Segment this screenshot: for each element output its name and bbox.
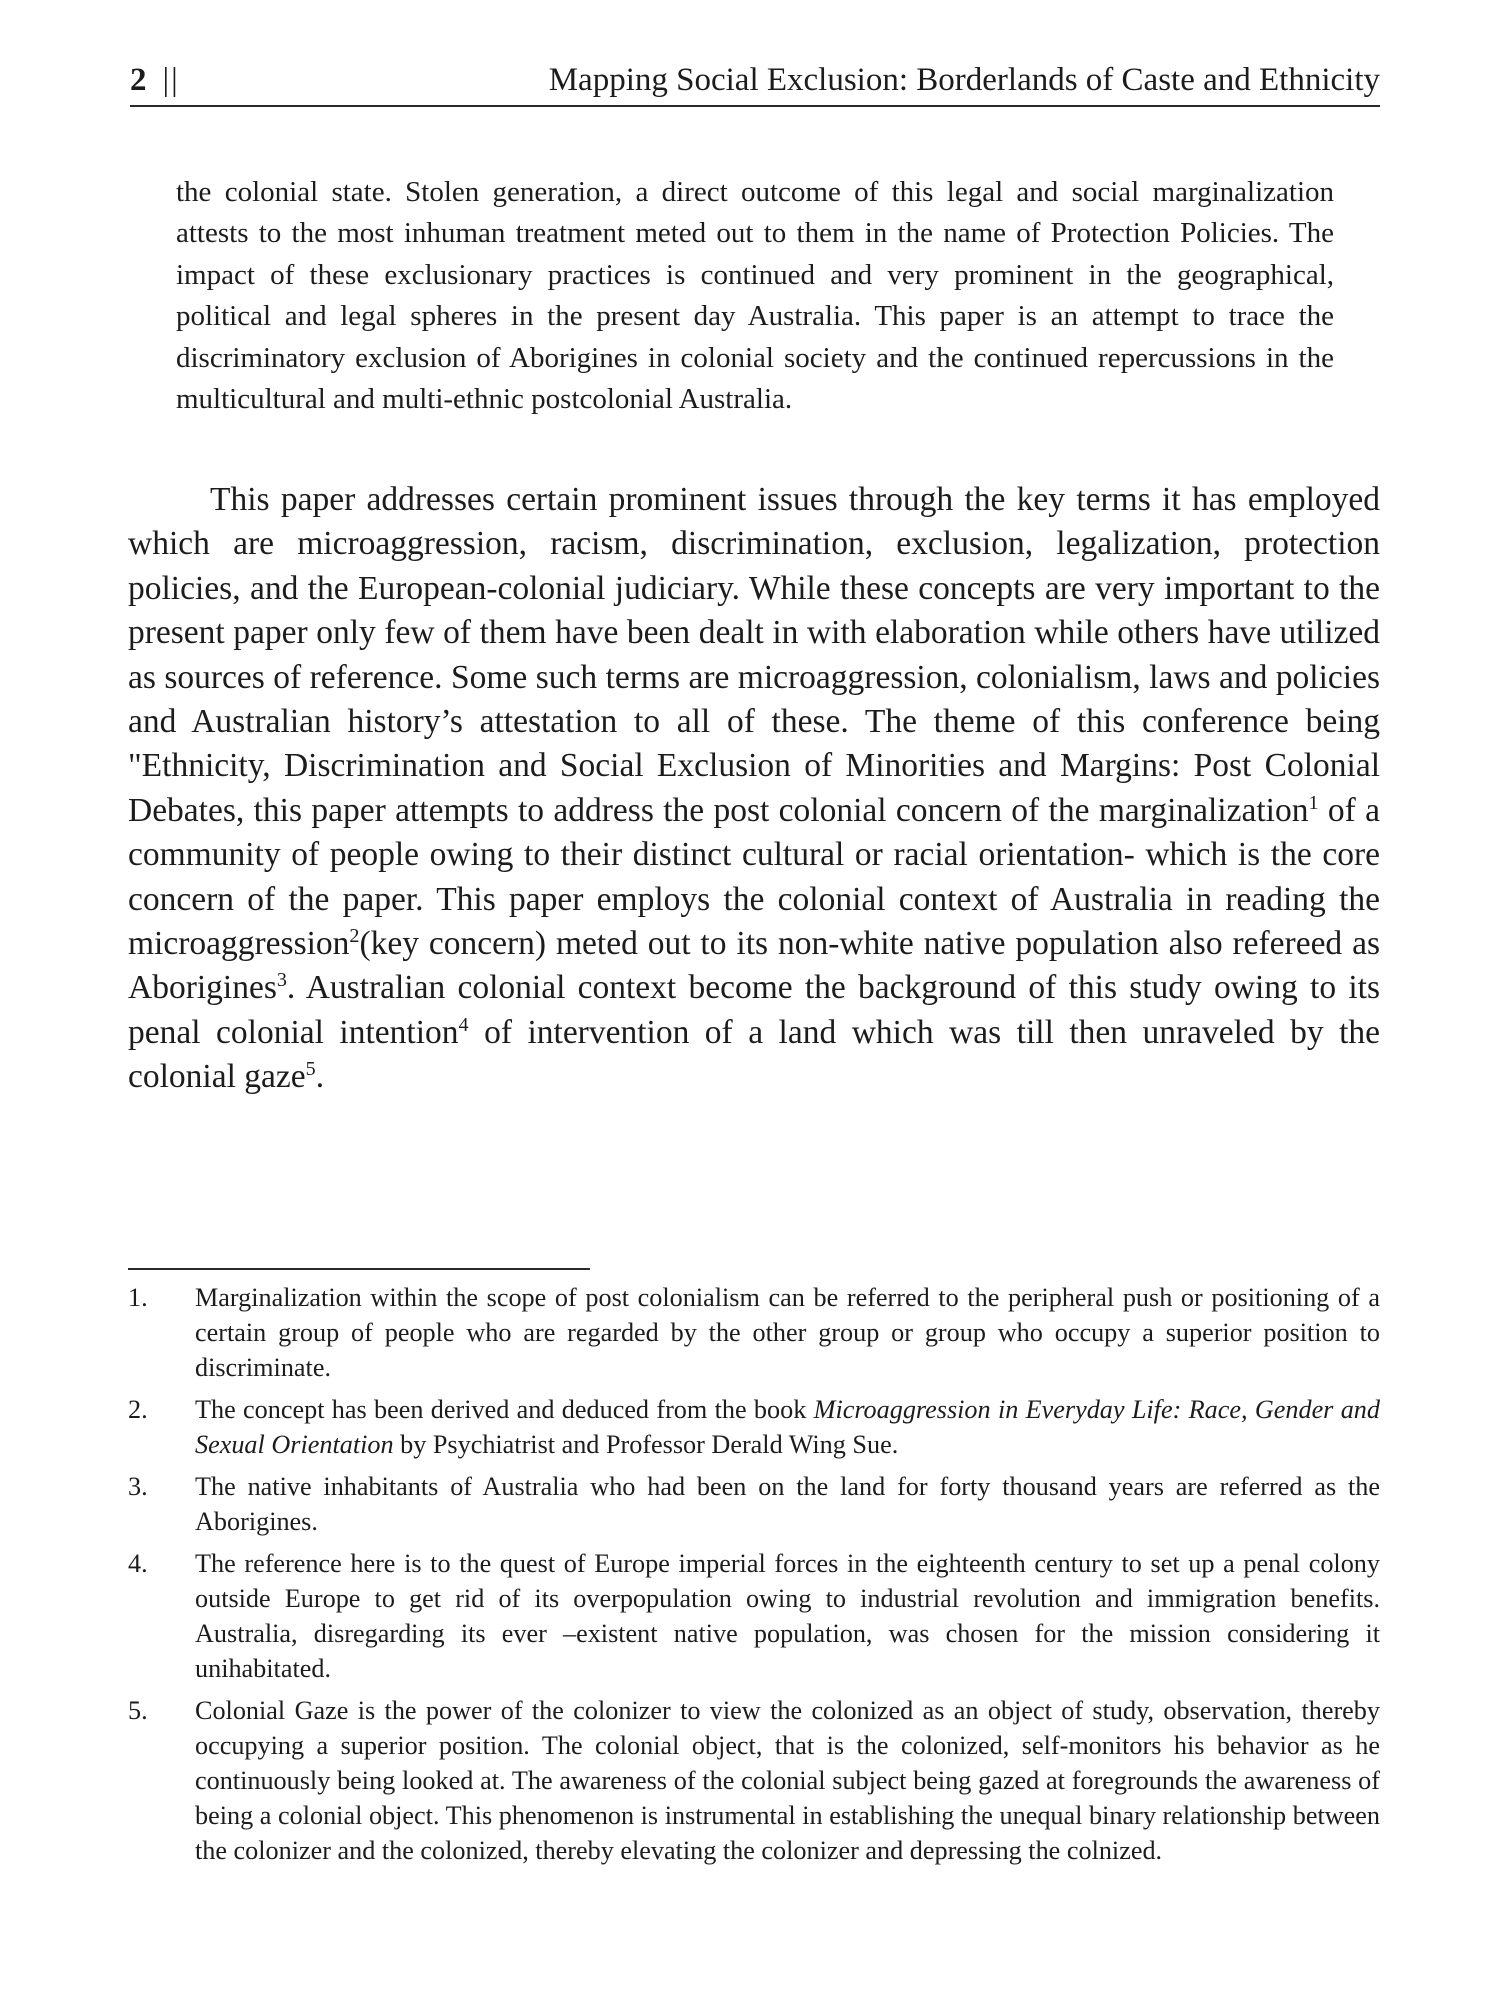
body-text: . Australian colonial context become the background of this study owing to its penal colonial intention (128, 969, 1380, 1051)
body-paragraph (128, 478, 1380, 1100)
footnote-2 (128, 1392, 1380, 1462)
footnote-ref-4[interactable]: 4 (458, 1013, 469, 1036)
book-title: Microaggression in Everyday Life: Race, Gender and Sexual Orientation (195, 1395, 1380, 1459)
footnote-ref-1[interactable]: 1 (1308, 791, 1319, 814)
footnote-ref-5[interactable]: 5 (305, 1058, 316, 1081)
footnote-number: 3. (128, 1472, 148, 1501)
footnote-divider (128, 1268, 590, 1270)
running-title: Mapping Social Exclusion: Borderlands of Caste and Ethnicity (548, 62, 1380, 98)
footnotes (128, 1280, 1380, 1875)
footnote-1 (128, 1280, 1380, 1385)
footnote-number: 5. (128, 1696, 148, 1725)
page-number: 2 (130, 62, 147, 98)
footnote-text-post: by Psychiatrist and Professor Derald Wing Sue. (393, 1430, 899, 1459)
footnote-number: 2. (128, 1395, 148, 1424)
footnote-text: The reference here is to the quest of Europe imperial forces in the eighteenth century to set up a penal colony outside Europe to get rid of its overpopulation owing to industrial revolution and immigration benefits. Australia, disregarding its ever –existent native population, was chosen for the mission considering it unihabitated. (195, 1549, 1380, 1683)
footnote-ref-2[interactable]: 2 (349, 924, 360, 947)
footnote-3 (128, 1469, 1380, 1539)
footnote-number: 4. (128, 1549, 148, 1578)
body-text: . (315, 1058, 325, 1096)
body-text: (key concern) meted out to its non-white native population also refereed as Aborigines (128, 925, 1380, 1007)
body-text: of a community of people owing to their distinct cultural or racial orientation- which is the core concern of the paper. This paper employs the colonial context of Australia in reading the microaggression (128, 791, 1380, 963)
footnote-text: The native inhabitants of Australia who had been on the land for forty thousand years are referred as the Aborigines. (195, 1472, 1380, 1536)
footnote-number: 1. (128, 1283, 148, 1312)
block-quote: the colonial state. Stolen generation, a direct outcome of this legal and social marginalization attests to the most inhuman treatment meted out to them in the name of Protection Policies. The impact of these exclusionary practices is continued and very prominent in the geographical, political and legal spheres in the present day Australia. This paper is an attempt to trace the discriminatory exclusion of Aborigines in colonial society and the continued repercussions in the multicultural and multi-ethnic postcolonial Australia. (176, 176, 1334, 416)
footnote-4 (128, 1546, 1380, 1686)
body-text: of intervention of a land which was till then unraveled by the colonial gaze (128, 1013, 1380, 1096)
footnote-text: Marginalization within the scope of post colonialism can be referred to the peripheral push or positioning of a certain group of people who are regarded by the other group or group who occupy a superior position to discriminate. (195, 1283, 1380, 1382)
running-header (130, 62, 1380, 107)
footnote-ref-3[interactable]: 3 (276, 969, 287, 992)
footnote-text-pre: The concept has been derived and deduced from the book (195, 1395, 814, 1424)
footnote-text: Colonial Gaze is the power of the colonizer to view the colonized as an object of study, observation, thereby occupying a superior position. The colonial object, that is the colonized, self-monitors his behavior as he continuously being looked at. The awareness of the colonial subject being gazed at foregrounds the awareness of being a colonial object. This phenomenon is instrumental in establishing the unequal binary relationship between the colonizer and the colonized, thereby elevating the colonizer and depressing the colnized. (195, 1696, 1380, 1865)
footnote-5 (128, 1693, 1380, 1868)
header-separator: || (162, 62, 180, 98)
body-text: This paper addresses certain prominent issues through the key terms it has employed which are microaggression, racism, discrimination, exclusion, legalization, protection policies, and the European-colonial judiciary. While these concepts are very important to the present paper only few of them have been dealt in with elaboration while others have utilized as sources of reference. Some such terms are microaggression, colonialism, laws and policies and Australian history’s attestation to all of these. The theme of this conference being "Ethnicity, Discrimination and Social Exclusion of Minorities and Margins: Post Colonial Debates, this paper attempts to address the post colonial concern of the marginalization (128, 481, 1380, 829)
footnote-text (195, 1392, 1380, 1462)
